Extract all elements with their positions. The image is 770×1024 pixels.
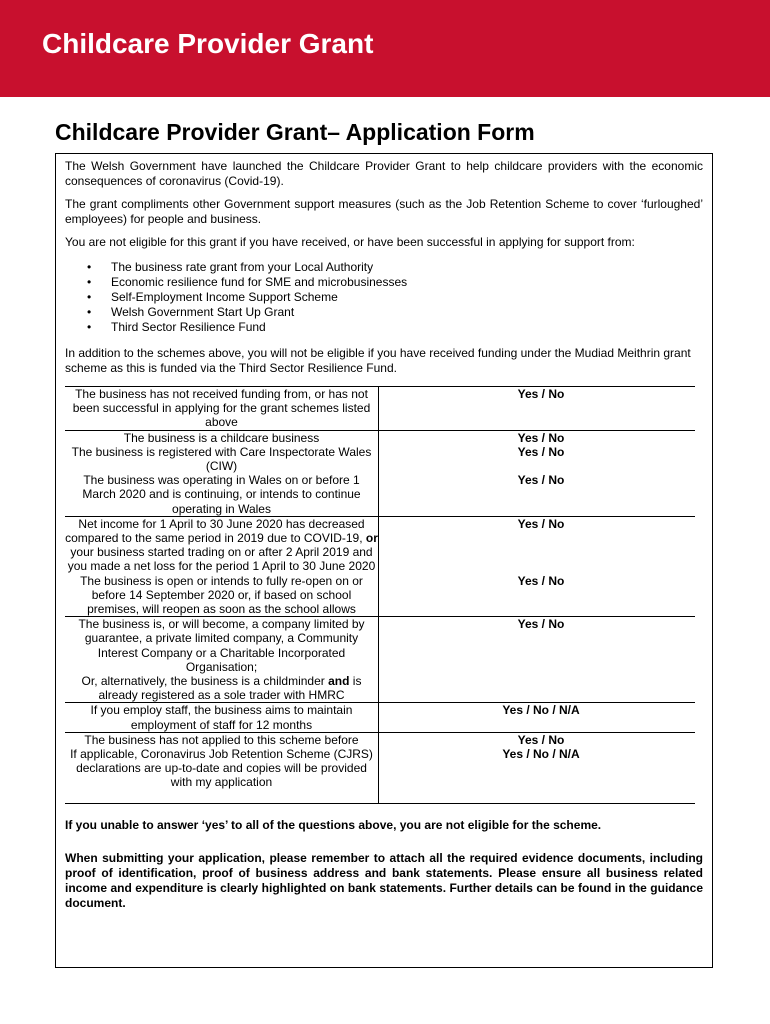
table-row	[65, 747, 695, 790]
answer-choice[interactable]: Yes / No	[379, 516, 696, 573]
criterion-text: If applicable, Coronavirus Job Retention Scheme (CJRS) declarations are up-to-date and copies will be provided with my application	[65, 747, 379, 790]
criterion-emphasis: or	[365, 531, 378, 546]
intro-paragraph-1: The Welsh Government have launched the Childcare Provider Grant to help childcare providers with the economic consequences of coronavirus (Covid-19).	[65, 159, 703, 188]
criterion-text: The business has not applied to this scheme before	[65, 732, 379, 747]
list-item: • Third Sector Resilience Fund	[87, 320, 703, 335]
table-row-spacer	[65, 790, 695, 804]
table-row	[65, 516, 695, 573]
form-title: Childcare Provider Grant– Application Form	[55, 119, 535, 145]
table-row	[65, 617, 695, 703]
table-row	[65, 445, 695, 473]
criterion-text: The business has not received funding from, or has not been successful in applying for the grant schemes listed above	[65, 387, 379, 431]
eligibility-warning: If you unable to answer ‘yes’ to all of the questions above, you are not eligible for the scheme.	[65, 817, 602, 832]
table-row	[65, 473, 695, 516]
table-row	[65, 430, 695, 445]
criterion-emphasis: and	[328, 674, 350, 689]
criterion-text	[65, 516, 379, 573]
criterion-text-part: Net income for 1 April to 30 June 2020 has decreased compared to the same period in 2019 due to COVID-19,	[65, 516, 365, 546]
list-item: • Welsh Government Start Up Grant	[87, 305, 703, 320]
intro-paragraph-3: You are not eligible for this grant if you have received, or have been successful in applying for support from:	[65, 235, 635, 249]
criterion-text-part: is already registered as a sole trader with HMRC	[98, 674, 362, 703]
banner-title: Childcare Provider Grant	[42, 28, 374, 59]
header-banner	[0, 0, 770, 97]
eligibility-table	[65, 386, 695, 804]
table-row	[65, 387, 695, 431]
list-item: • Self-Employment Income Support Scheme	[87, 290, 703, 305]
criterion-text: The business was operating in Wales on or before 1 March 2020 and is continuing, or intends to continue operating in Wales	[65, 473, 379, 516]
submission-note: When submitting your application, please remember to attach all the required evidence documents, including proof of identification, proof of business address and bank statements. Please ensure all business related income and expenditure is clearly highlighted on bank statements. Further details can be found in the guidance document.	[65, 850, 703, 910]
table-row	[65, 574, 695, 617]
answer-choice[interactable]: Yes / No	[517, 444, 565, 459]
intro-paragraph-4: In addition to the schemes above, you will not be eligible if you have received funding under the Mudiad Meithrin grant scheme as this is funded via the Third Sector Resilience Fund.	[65, 346, 691, 375]
criterion-text-part: Or, alternatively, the business is a childminder	[81, 674, 325, 689]
table-row	[65, 732, 695, 747]
answer-choice[interactable]: Yes / No	[379, 617, 696, 703]
table-row	[65, 703, 695, 732]
answer-choice[interactable]: Yes / No / N/A	[502, 747, 580, 762]
application-form	[55, 153, 713, 968]
criterion-text-part: The business is, or will become, a company limited by guarantee, a private limited company, a Community Interest Company or a Charitable Incorporated Organisation;	[78, 617, 365, 674]
criterion-text-part: your business started trading on or after 2 April 2019 and you made a net loss for the period 1 April to 30 June 2020	[67, 545, 376, 574]
criterion-text	[65, 617, 379, 703]
answer-choice[interactable]: Yes / No	[517, 473, 565, 488]
criterion-text: The business is registered with Care Inspectorate Wales (CIW)	[65, 445, 379, 473]
criterion-text: If you employ staff, the business aims to maintain employment of staff for 12 months	[65, 703, 379, 732]
empty-cell	[379, 790, 696, 804]
criterion-text: The business is open or intends to fully re-open on or before 14 September 2020 or, if based on school premises, will reopen as soon as the school allows	[65, 574, 379, 617]
intro-paragraph-2: The grant compliments other Government support measures (such as the Job Retention Scheme to cover ‘furloughed’ employees) for people and business.	[65, 197, 703, 226]
answer-choice[interactable]: Yes / No	[379, 387, 696, 431]
answer-choice[interactable]: Yes / No	[379, 732, 696, 747]
answer-choice[interactable]: Yes / No	[379, 430, 696, 445]
answer-choice[interactable]: Yes / No	[517, 573, 565, 588]
list-item: • The business rate grant from your Local Authority	[87, 260, 703, 275]
empty-cell	[65, 790, 379, 804]
criterion-text: The business is a childcare business	[65, 430, 379, 445]
list-item: • Economic resilience fund for SME and microbusinesses	[87, 275, 703, 290]
ineligible-schemes-list	[65, 260, 703, 335]
answer-choice[interactable]: Yes / No / N/A	[379, 703, 696, 732]
